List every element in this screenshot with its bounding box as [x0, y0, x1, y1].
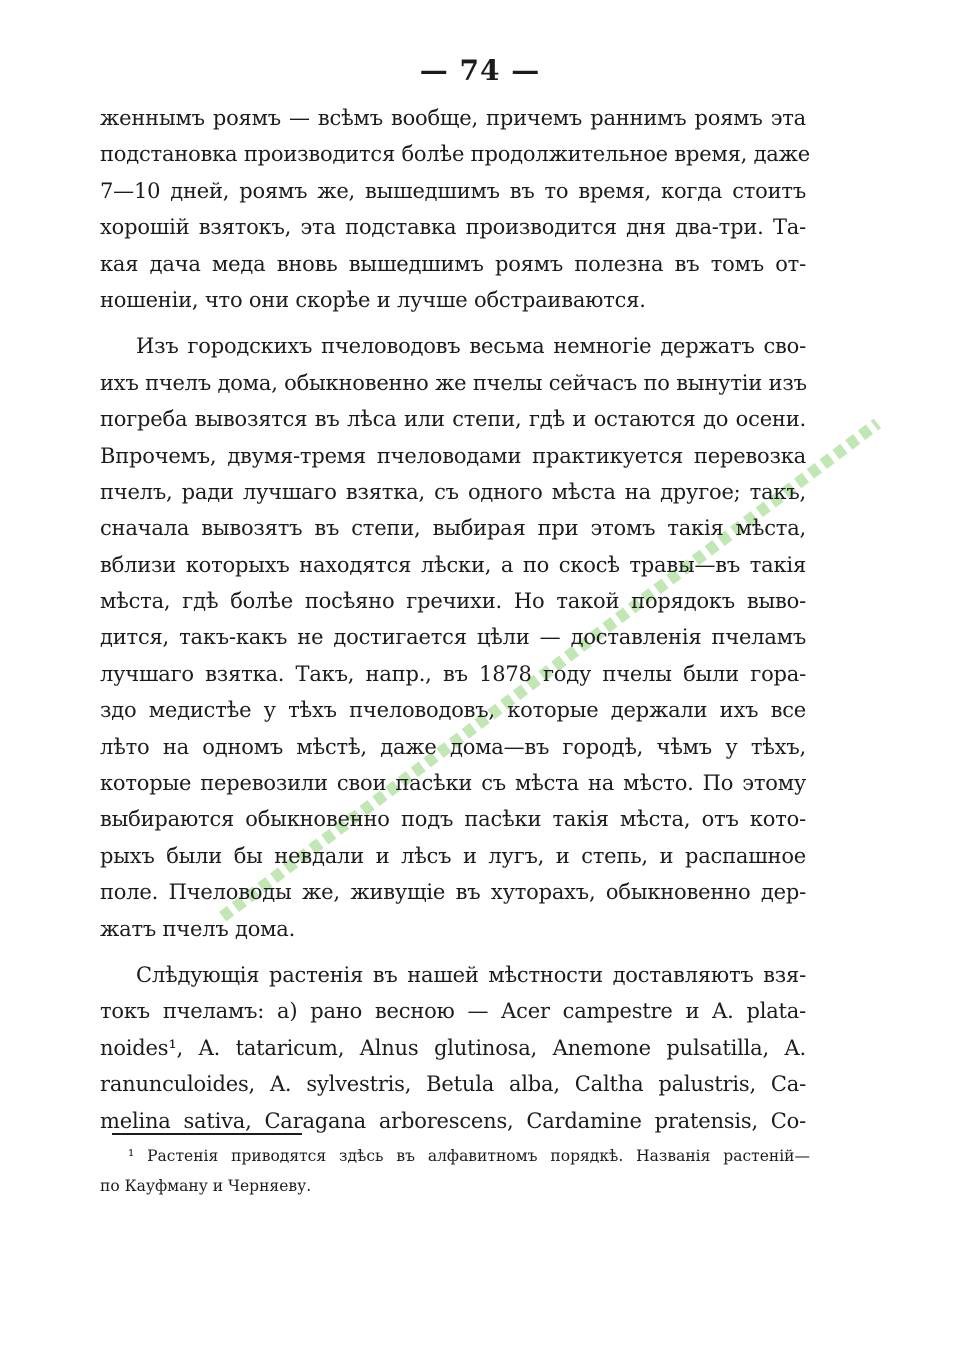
text-line: здо медистѣе у тѣхъ пчеловодовъ, которые держали ихъ все [100, 698, 806, 723]
text-line: лѣто на одномъ мѣстѣ, даже дома—въ городѣ, чѣмъ у тѣхъ, [100, 734, 806, 759]
paragraph-3 [100, 957, 806, 1139]
text-line: женнымъ роямъ — всѣмъ вообще, причемъ раннимъ роямъ эта [100, 106, 806, 130]
paragraph-1 [100, 100, 810, 318]
text-line: сначала вывозятъ въ степи, выбирая при этомъ такія мѣста, [100, 516, 806, 541]
text-line: токъ пчеламъ: а) рано весною — Acer campestre и A. plata- [100, 999, 806, 1024]
paragraph-2 [100, 328, 806, 947]
text-line: Изъ городскихъ пчеловодовъ весьма немногіе держатъ сво- [136, 334, 806, 359]
body-text [100, 100, 810, 1139]
text-line: дится, такъ-какъ не достигается цѣли — доставленія пчеламъ [100, 625, 806, 650]
text-line: рыхъ были бы невдали и лѣсъ и лугъ, и степь, и распашное [100, 843, 806, 868]
text-line: ихъ пчелъ дома, обыкновенно же пчелы сейчасъ по вынутіи изъ [100, 370, 807, 395]
text-line: ranunculoides, A. sylvestris, Betula alba, Caltha palustris, Ca- [100, 1072, 806, 1097]
footnote-line: по Кауфману и Черняеву. [100, 1177, 312, 1195]
text-line: хорошій взятокъ, эта подставка производится дня два-три. Та- [100, 215, 806, 240]
text-line: подстановка производится болѣе продолжительное время, даже [100, 142, 810, 167]
text-line: кая дача меда вновь вышедшимъ роямъ полезна въ томъ от- [100, 251, 806, 276]
text-line: ношеніи, что они скорѣе и лучше обстраиваются. [100, 287, 646, 312]
text-line: лучшаго взятка. Такъ, напр., въ 1878 году пчелы были гора- [100, 661, 806, 686]
text-line: которые перевозили свои пасѣки съ мѣста на мѣсто. По этому [100, 771, 806, 796]
text-line: Впрочемъ, двумя-тремя пчеловодами практикуется перевозка [100, 443, 806, 468]
text-line: жатъ пчелъ дома. [100, 916, 296, 941]
footnote [100, 1141, 810, 1201]
text-line: пчелъ, ради лучшаго взятка, съ одного мѣста на другое; такъ, [100, 479, 806, 504]
footnote-line: ¹ Растенія приводятся здѣсь въ алфавитномъ порядкѣ. Названія растеній— [128, 1147, 810, 1165]
text-line: вблизи которыхъ находятся лѣски, а по скосѣ травы—въ такія [100, 552, 806, 577]
text-line: выбираются обыкновенно подъ пасѣки такія мѣста, отъ кото- [100, 807, 806, 832]
text-line: melina sativa, Caragana arborescens, Cardamine pratensis, Co- [100, 1108, 806, 1133]
page-number: — 74 — [419, 54, 541, 87]
text-line: погреба вывозятся въ лѣса или степи, гдѣ и остаются до осени. [100, 407, 806, 432]
text-line: поле. Пчеловоды же, живущіе въ хуторахъ, обыкновенно дер- [100, 880, 806, 905]
text-line: 7—10 дней, роямъ же, вышедшимъ въ то время, когда стоитъ [100, 178, 806, 203]
footnote-rule [112, 1133, 302, 1135]
text-line: Слѣдующія растенія въ нашей мѣстности доставляютъ взя- [136, 962, 806, 987]
text-line: мѣста, гдѣ болѣе посѣяно гречихи. Но такой порядокъ выво- [100, 589, 806, 614]
text-line: noides¹, A. tataricum, Alnus glutinosa, Anemone pulsatilla, A. [100, 1035, 806, 1060]
